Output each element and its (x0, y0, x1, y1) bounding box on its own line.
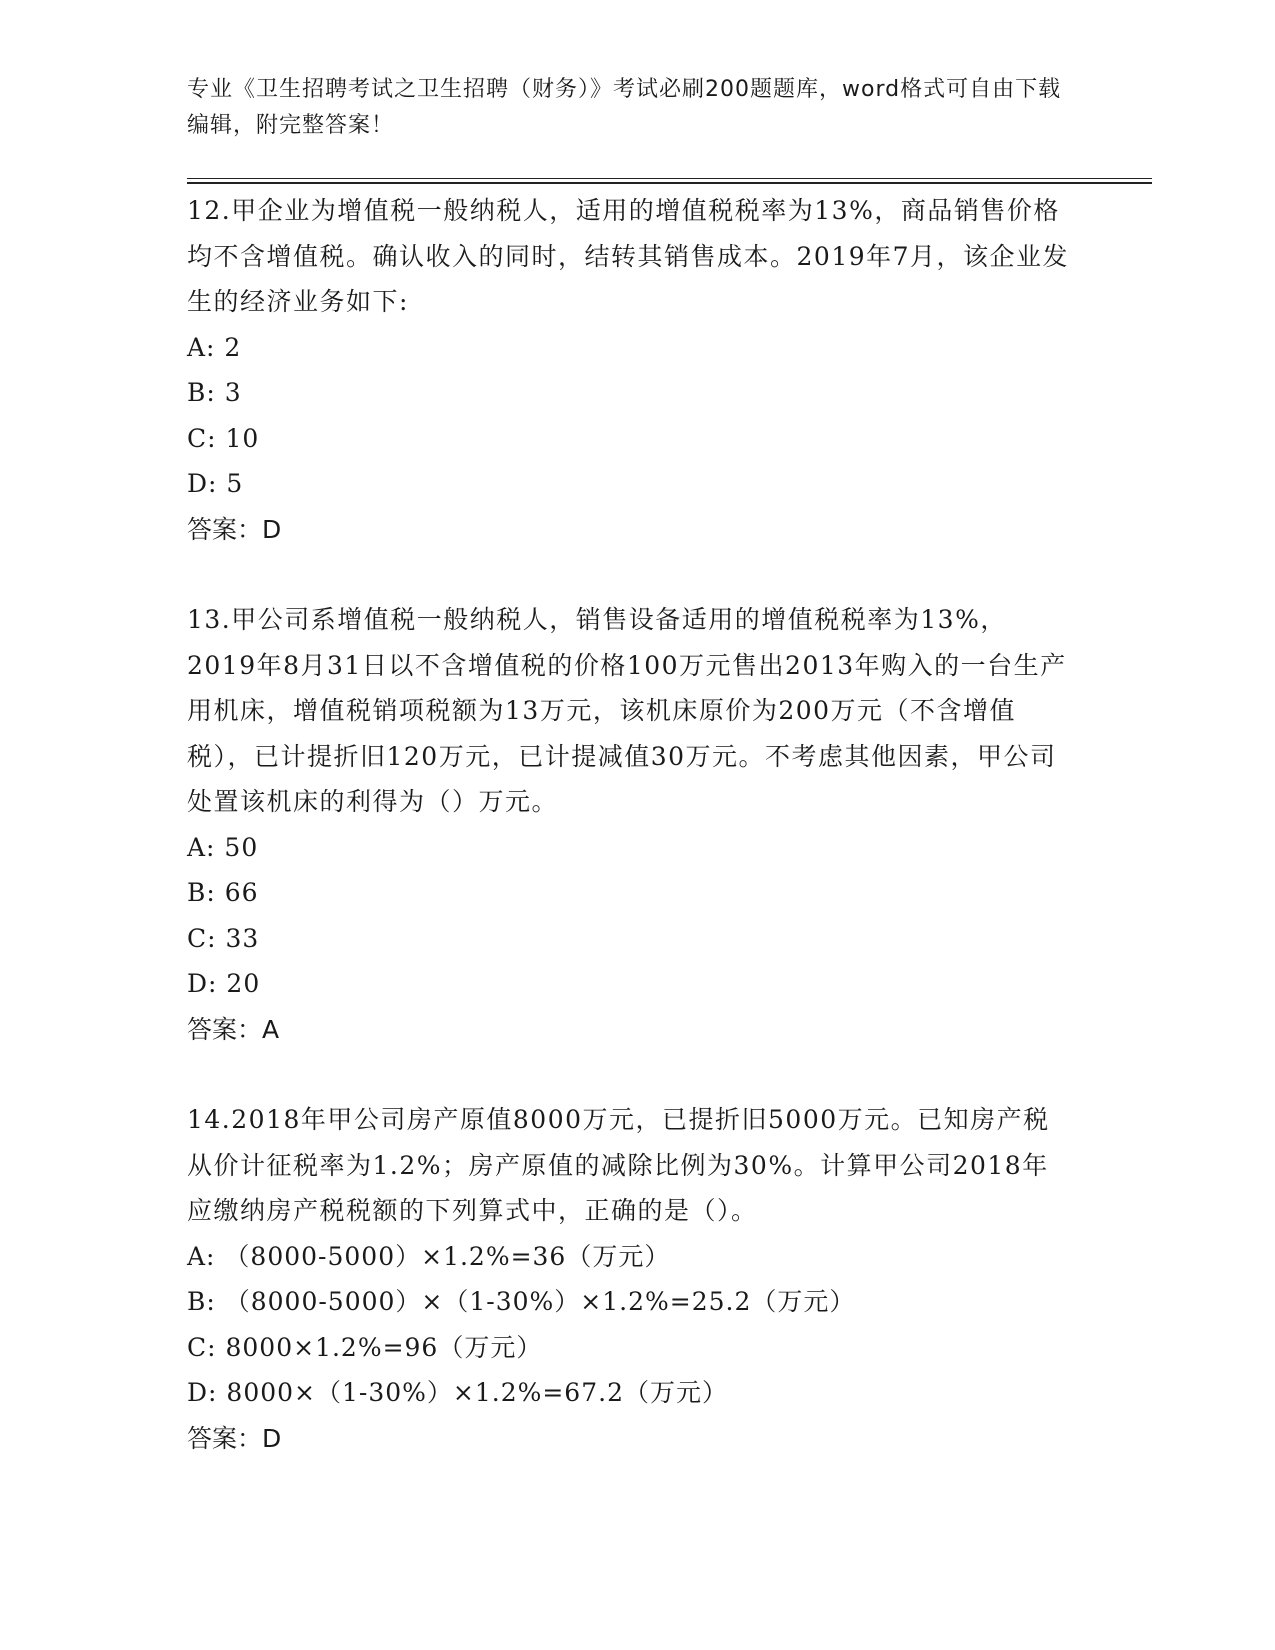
option-b: B: 66 (187, 878, 259, 907)
question-text: 14.2018年甲公司房产原值8000万元，已提折旧5000万元。已知房产税从价计征税率为1.2%；房产原值的减除比例为30%。计算甲公司2018年应缴纳房产税税额的下列算式中，正确的是（）。 (187, 1105, 1050, 1225)
option-a: A: （8000-5000）×1.2%=36（万元） (187, 1241, 671, 1271)
question-13 (187, 597, 1087, 1052)
question-text: 12.甲企业为增值税一般纳税人，适用的增值税税率为13%，商品销售价格均不含增值税。确认收入的同时，结转其销售成本。2019年7月，该企业发生的经济业务如下: (187, 196, 1070, 316)
answer-line: 答案：D (187, 514, 282, 544)
question-text: 13.甲公司系增值税一般纳税人，销售设备适用的增值税税率为13%，2019年8月31日以不含增值税的价格100万元售出2013年购入的一台生产用机床，增值税销项税额为13万元，该机床原价为200万元（不含增值税），已计提折旧120万元，已计提减值30万元。不考虑其他因素，甲公司处置该机床的利得为（）万元。 (187, 605, 1067, 816)
document-header: 专业《卫生招聘考试之卫生招聘（财务）》考试必刷200题题库，word格式可自由下载编辑，附完整答案！ (187, 77, 1062, 138)
answer-line: 答案：D (187, 1423, 282, 1453)
option-a: A: 2 (187, 332, 242, 362)
header-divider-thin (187, 178, 1152, 179)
header-divider-thick (187, 182, 1152, 184)
option-d: D: 5 (187, 469, 244, 498)
option-d: D: 8000×（1-30%）×1.2%=67.2（万元） (187, 1378, 728, 1407)
option-a: A: 50 (187, 832, 259, 862)
option-d: D: 20 (187, 969, 261, 998)
question-spacer (187, 552, 1087, 597)
answer-line: 答案：A (187, 1014, 280, 1044)
question-12 (187, 188, 1087, 552)
option-c: C: 33 (187, 923, 260, 953)
option-c: C: 10 (187, 423, 260, 453)
question-spacer (187, 1052, 1087, 1097)
question-14 (187, 1097, 1087, 1461)
option-c: C: 8000×1.2%=96（万元） (187, 1332, 543, 1362)
question-list (187, 188, 1087, 1461)
option-b: B: 3 (187, 378, 242, 407)
option-b: B: （8000-5000）×（1-30%）×1.2%=25.2（万元） (187, 1287, 856, 1316)
